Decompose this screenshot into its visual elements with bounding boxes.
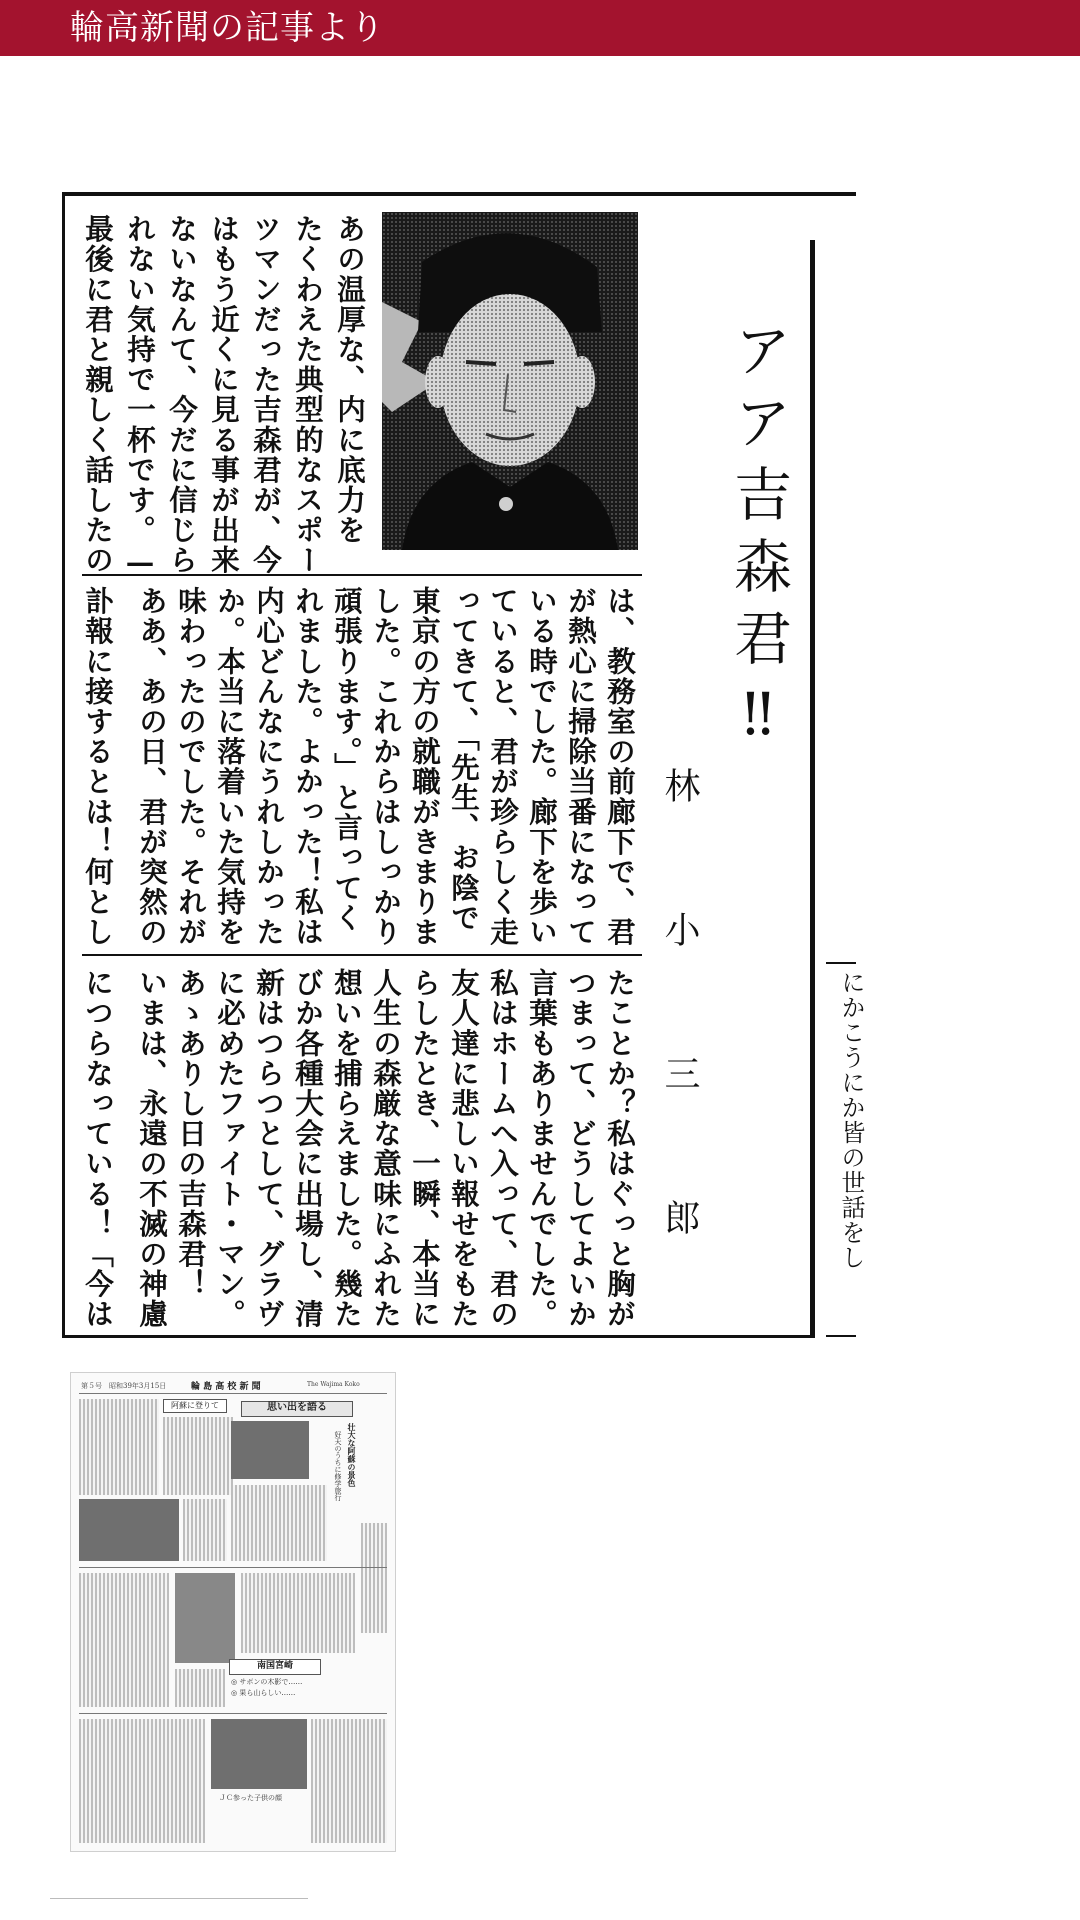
thumbnail-text-block bbox=[241, 1573, 355, 1653]
thumbnail-text-block bbox=[163, 1417, 233, 1495]
thumbnail-text-block bbox=[79, 1573, 169, 1707]
thumbnail-text-block bbox=[79, 1399, 159, 1495]
thumbnail-date-line: 第５号 昭和39年3月15日 bbox=[81, 1382, 167, 1390]
page-title: 輪高新聞の記事より bbox=[70, 8, 385, 48]
lower-column: たことか？私はぐっと胸が bbox=[603, 968, 637, 1330]
thumbnail-box-miyazaki: 南国宮崎 bbox=[229, 1659, 321, 1675]
middle-column: 訃報に接するとは！何とし bbox=[81, 586, 115, 948]
lower-column: つまって、どうしてよいか bbox=[564, 968, 598, 1330]
thumbnail-text-block bbox=[361, 1523, 387, 1633]
upper-column: 最後に君と親しく話したの bbox=[81, 214, 115, 576]
thumbnail-photo-caption: ＪＣ参った子供の顔 bbox=[219, 1794, 282, 1802]
upper-column: ないなんて、今だに信じら bbox=[165, 214, 199, 576]
middle-column: か。本当に落着いた気持を bbox=[213, 586, 247, 948]
thumbnail-english-name: The Wajima Koko bbox=[307, 1381, 360, 1388]
thumbnail-masthead-rule bbox=[79, 1393, 387, 1394]
lower-column: につらなっている！「今は bbox=[81, 968, 115, 1330]
lower-column: 私はホームへ入って、君の bbox=[486, 968, 520, 1330]
thumbnail-photo-landscape bbox=[79, 1499, 179, 1561]
upper-column: れない気持で一杯です。— bbox=[123, 214, 157, 581]
middle-column: いる時でした。廊下を歩い bbox=[525, 586, 559, 948]
thumbnail-divider bbox=[79, 1567, 387, 1568]
portrait-photo bbox=[382, 212, 638, 550]
thumbnail-text-block bbox=[175, 1669, 225, 1707]
middle-column: 頑張ります。」と言ってく bbox=[330, 586, 364, 933]
middle-column: ああ、あの日、君が突然の bbox=[135, 586, 169, 948]
thumbnail-divider bbox=[79, 1713, 387, 1714]
lower-column: 人生の森厳な意味にふれた bbox=[369, 968, 403, 1330]
lower-column: 言葉もありませんでした。 bbox=[525, 968, 559, 1330]
top-rule bbox=[62, 192, 856, 196]
upper-column: たくわえた典型的なスポー bbox=[291, 214, 325, 576]
upper-column: はもう近くに見る事が出来 bbox=[207, 214, 241, 576]
lower-column: 友人達に悲しい報せをもた bbox=[447, 968, 481, 1330]
header-bar bbox=[0, 0, 1080, 56]
thumbnail-text-block bbox=[231, 1485, 327, 1561]
middle-column: 東京の方の就職がきまりま bbox=[408, 586, 442, 948]
middle-column: は、教務室の前廊下で、君 bbox=[603, 586, 637, 948]
bottom-divider bbox=[50, 1898, 308, 1899]
upper-column: あの温厚な、内に底力を bbox=[333, 214, 367, 546]
fragment-top-rule bbox=[826, 962, 856, 964]
thumbnail-photo-group bbox=[231, 1421, 309, 1479]
fragment-bottom-rule bbox=[826, 1335, 856, 1337]
lower-column: らしたとき、一瞬、本当に bbox=[408, 968, 442, 1330]
lower-column: 想いを捕らえました。幾た bbox=[330, 968, 364, 1330]
thumbnail-section-title: 思い出を語る bbox=[241, 1401, 353, 1417]
middle-column: 内心どんなにうれしかった bbox=[252, 586, 286, 948]
lower-column: いまは、永遠の不滅の神慮 bbox=[135, 968, 169, 1330]
adjacent-article-fragment: にかこうにか皆の世話をし bbox=[837, 970, 865, 1270]
thumbnail-text-block bbox=[311, 1719, 387, 1843]
middle-column: 味わったのでした。それが bbox=[174, 586, 208, 948]
article-byline: 林 小 三 郎 bbox=[659, 767, 700, 1271]
thumbnail-list-item: ◎ サボンの木影で…… bbox=[231, 1678, 303, 1686]
thumbnail-heading-trip: 好天のうちに修学旅行 bbox=[334, 1431, 342, 1501]
thumbnail-heading-aso: 壮大な阿蘇の景色 bbox=[347, 1423, 357, 1487]
middle-column: した。これからはしっかり bbox=[369, 586, 403, 948]
middle-column: ってきて、「先生、お陰で bbox=[447, 586, 481, 933]
middle-column: が熱心に掃除当番になって bbox=[564, 586, 598, 948]
thumbnail-photo-children bbox=[211, 1719, 307, 1789]
lower-column: あゝありし日の吉森君！ bbox=[174, 968, 208, 1300]
left-border-rule bbox=[62, 192, 65, 1338]
right-column-rule bbox=[810, 240, 815, 1338]
middle-column: れました。よかった！私は bbox=[291, 586, 325, 948]
lower-column: に必めたファイト・マン。 bbox=[213, 968, 247, 1330]
portrait-photo-drawing bbox=[382, 212, 638, 550]
upper-column: ツマンだった吉森君が、今 bbox=[249, 214, 283, 576]
thumbnail-text-block bbox=[183, 1499, 227, 1561]
lower-column: 新はつらつとして、グラヴ bbox=[252, 968, 286, 1330]
newspaper-page-thumbnail[interactable] bbox=[70, 1372, 396, 1852]
lower-divider-rule bbox=[82, 954, 642, 956]
thumbnail-box-aso: 阿蘇に登りて bbox=[163, 1399, 227, 1413]
thumbnail-list-item: ◎ 果ら山らしい…… bbox=[231, 1689, 296, 1697]
thumbnail-paper-name: 輪 島 高 校 新 聞 bbox=[191, 1382, 261, 1392]
lower-column: びか各種大会に出場し、清 bbox=[291, 968, 325, 1330]
article-clipping bbox=[62, 192, 865, 1338]
middle-column: ていると、君が珍らしく走 bbox=[486, 586, 520, 948]
article-headline: アア吉森君‼ bbox=[724, 320, 792, 762]
thumbnail-text-block bbox=[79, 1719, 205, 1843]
bottom-rule bbox=[62, 1335, 812, 1338]
thumbnail-photo-ship bbox=[175, 1573, 235, 1663]
